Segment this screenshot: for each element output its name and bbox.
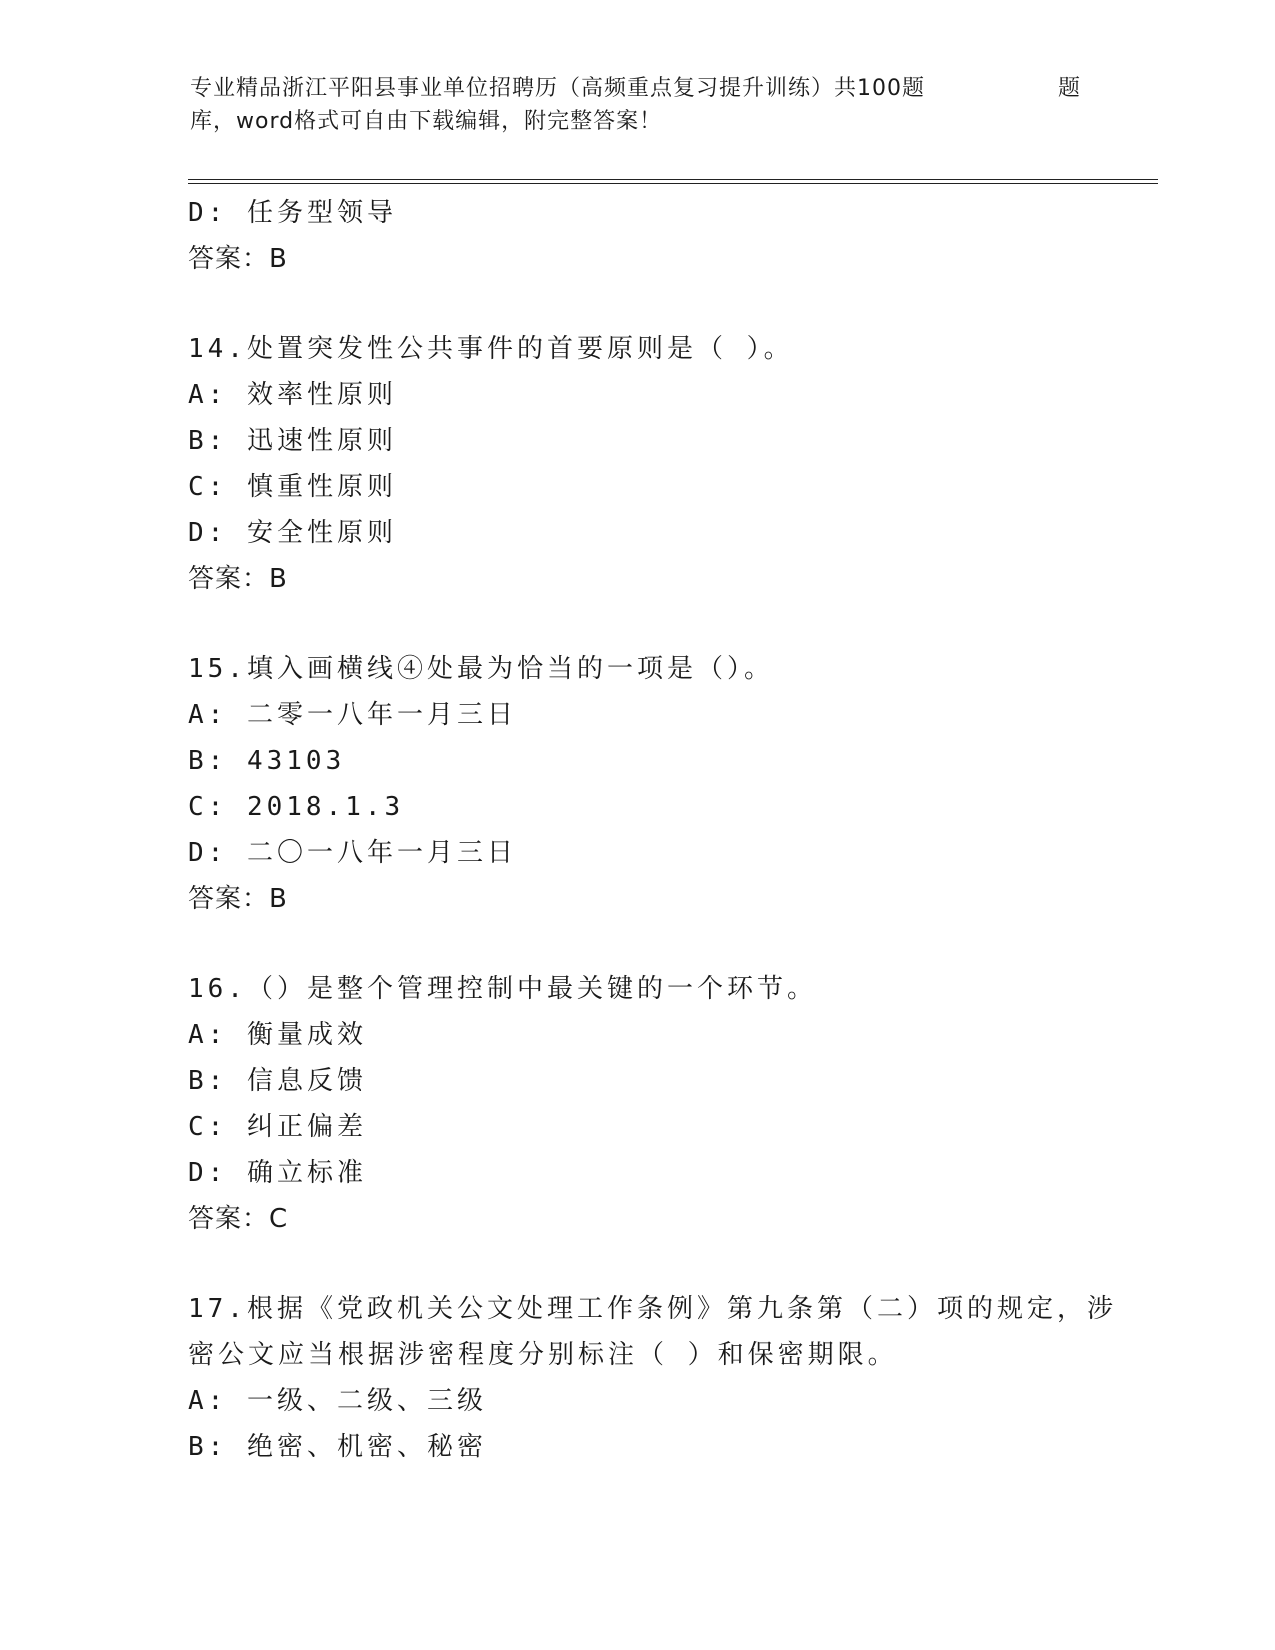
question-16	[188, 966, 1088, 1242]
q14-option-c: C: 慎重性原则	[188, 472, 397, 502]
header-divider-top	[188, 179, 1158, 180]
q16-answer: 答案：C	[188, 1204, 289, 1234]
q14-text: 14.处置突发性公共事件的首要原则是（ ）。	[188, 334, 794, 364]
q16-option-b: B: 信息反馈	[188, 1066, 367, 1096]
header-divider-bottom	[188, 183, 1158, 184]
q16-text: 16.（）是整个管理控制中最关键的一个环节。	[188, 974, 817, 1004]
spacer	[188, 282, 1088, 326]
spacer	[188, 602, 1088, 646]
q14-answer: 答案：B	[188, 564, 288, 594]
question-14	[188, 326, 1088, 602]
question-15	[188, 646, 1088, 922]
spacer	[188, 922, 1088, 966]
header-line-2: 库，word格式可自由下载编辑，附完整答案！	[190, 109, 663, 134]
q15-text: 15.填入画横线④处最为恰当的一项是（）。	[188, 654, 774, 684]
document-header	[190, 72, 1090, 138]
q16-option-c: C: 纠正偏差	[188, 1112, 367, 1142]
q17-option-a: A: 一级、二级、三级	[188, 1386, 487, 1416]
q15-option-b: B: 43103	[188, 746, 346, 776]
q15-option-d: D: 二〇一八年一月三日	[188, 838, 517, 868]
q14-option-b: B: 迅速性原则	[188, 426, 397, 456]
q15-answer: 答案：B	[188, 884, 288, 914]
question-list	[188, 190, 1117, 1470]
q14-option-a: A: 效率性原则	[188, 380, 397, 410]
q16-option-a: A: 衡量成效	[188, 1020, 367, 1050]
q17-text-line-1: 17.根据《党政机关公文处理工作条例》第九条第（二）项的规定，涉	[188, 1294, 1117, 1324]
header-title: 专业精品浙江平阳县事业单位招聘历（高频重点复习提升训练）共100题	[190, 76, 925, 101]
question-13-fragment	[188, 190, 1088, 282]
header-line-1	[190, 72, 1090, 105]
q15-option-c: C: 2018.1.3	[188, 792, 405, 822]
q17-text-line-2: 密公文应当根据涉密程度分别标注（ ）和保密期限。	[188, 1340, 898, 1370]
q13-answer: 答案：B	[188, 244, 288, 274]
q13-option-d: D: 任务型领导	[188, 198, 397, 228]
q17-option-b: B: 绝密、机密、秘密	[188, 1432, 487, 1462]
spacer	[188, 1242, 1088, 1286]
q15-option-a: A: 二零一八年一月三日	[188, 700, 517, 730]
header-title-tail: 题	[1058, 76, 1082, 101]
q16-option-d: D: 确立标准	[188, 1158, 367, 1188]
q14-option-d: D: 安全性原则	[188, 518, 397, 548]
question-17	[188, 1286, 1117, 1470]
